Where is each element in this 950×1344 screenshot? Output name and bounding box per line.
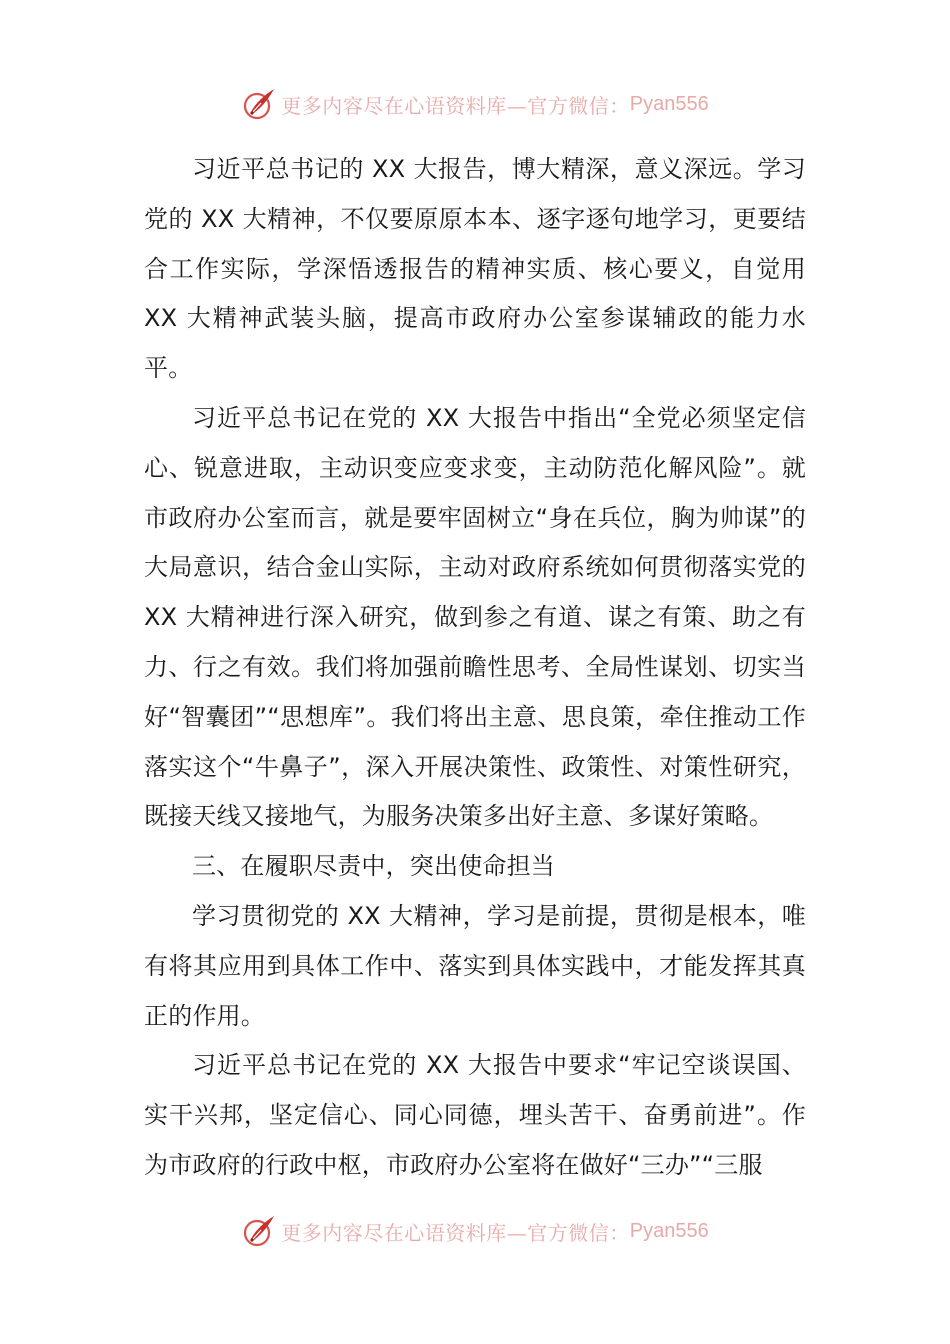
footer-watermark — [0, 1211, 950, 1251]
quill-pen-logo-icon — [241, 86, 277, 122]
watermark-text: 更多内容尽在心语资料库—官方微信： — [281, 1220, 630, 1245]
paragraph-1: 习近平总书记的 XX 大报告，博大精深，意义深远。学习党的 XX 大精神，不仅要原原本本、逐字逐句地学习，更要结合工作实际，学深悟透报告的精神实质、核心要义，自觉用 XX 大精神武装头脑，提高市政府办公室参谋辅政的能力水平。 — [144, 155, 806, 383]
watermark-text: 更多内容尽在心语资料库—官方微信： — [281, 93, 630, 118]
watermark-wechat-id: Pyan556 — [629, 92, 709, 115]
section-heading: 三、在履职尽责中，突出使命担当 — [192, 852, 555, 881]
header-watermark — [0, 84, 950, 124]
paragraph-2: 习近平总书记在党的 XX 大报告中指出“全党必须坚定信心、锐意进取，主动识变应变求变，主动防范化解风险”。就市政府办公室而言，就是要牢固树立“身在兵位，胸为帅谋”的大局意识，结合金山实际，主动对政府系统如何贯彻落实党的 XX 大精神进行深入研究，做到参之有道、谋之有策、助之有力、行之有效。我们将加强前瞻性思考、全局性谋划、切实当好“智囊团”“思想库”。我们将出主意、思良策，牵住推动工作落实这个“牛鼻子”，深入开展决策性、政策性、对策性研究，既接天线又接地气，为服务决策多出好主意、多谋好策略。 — [144, 403, 806, 831]
paragraph-3: 学习贯彻党的 XX 大精神，学习是前提，贯彻是根本，唯有将其应用到具体工作中、落实到具体实践中，才能发挥其真正的作用。 — [144, 901, 806, 1030]
document-body — [144, 145, 806, 1191]
quill-pen-logo-icon — [241, 1213, 277, 1249]
paragraph-4: 习近平总书记在党的 XX 大报告中要求“牢记空谈误国、实干兴邦，坚定信心、同心同德，埋头苦干、奋勇前进”。作为市政府的行政中枢，市政府办公室将在做好“三办”“三服 — [144, 1051, 806, 1179]
watermark-wechat-id: Pyan556 — [629, 1219, 709, 1242]
